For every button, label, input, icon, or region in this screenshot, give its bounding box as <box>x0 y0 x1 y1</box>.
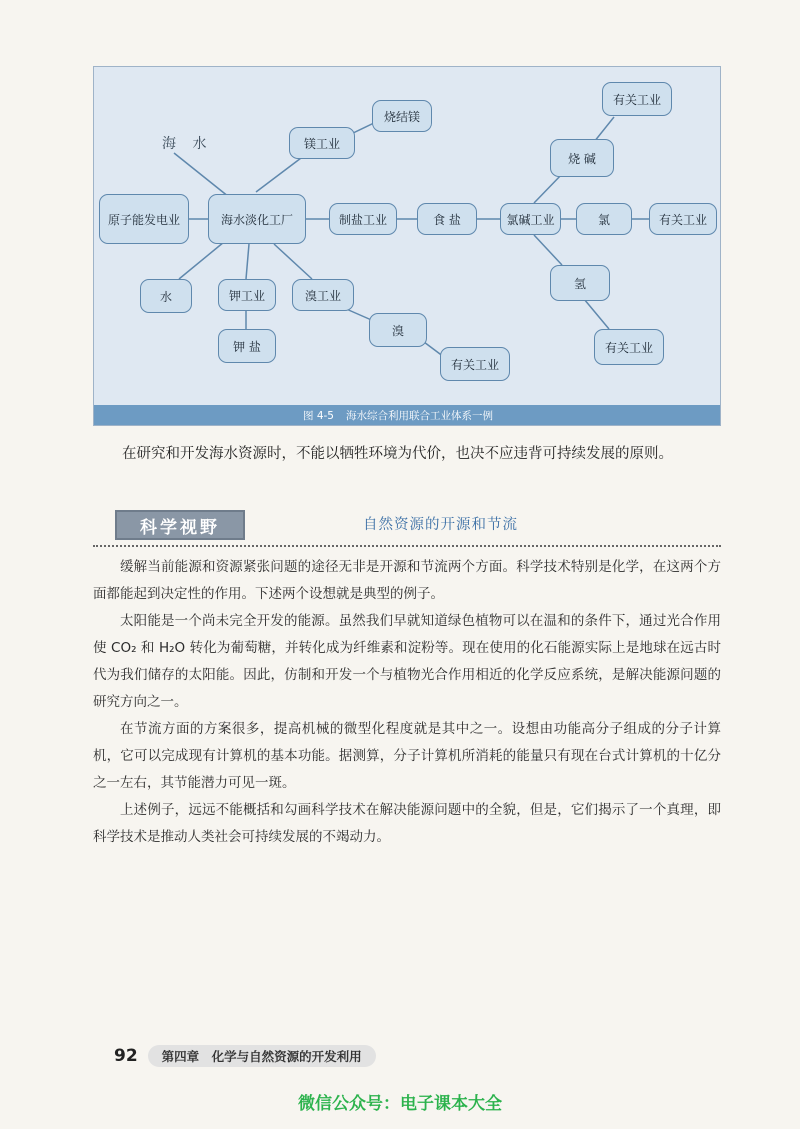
figure-caption-number: 图 4-5 <box>303 409 334 422</box>
science-vision-title: 自然资源的开源和节流 <box>363 517 518 533</box>
node-magnesium-industry: 镁工业 <box>289 127 355 159</box>
figure-caption <box>94 405 720 425</box>
node-hydrogen-related-industry: 有关工业 <box>594 329 664 365</box>
node-caustic-related-industry: 有关工业 <box>602 82 672 116</box>
connector-hydrogen-related <box>584 299 609 329</box>
connector-seawater-plant <box>174 153 229 197</box>
node-nuclear-power: 原子能发电业 <box>99 194 189 244</box>
node-potassium-industry: 钾工业 <box>218 279 276 311</box>
science-paragraph-2: 太阳能是一个尚未完全开发的能源。虽然我们早就知道绿色植物可以在温和的条件下，通过光合作用使 CO₂ 和 H₂O 转化为葡萄糖，并转化成为纤维素和淀粉等。现在使用的化石能源实际上是地球在远古时代为我们储存的太阳能。因此，仿制和开发一个与植物光合作用相近的化学反应系统，是解决能源问题的研究方向之一。 <box>93 613 721 710</box>
page-footer <box>114 1045 376 1067</box>
connector-plant-bromine-industry <box>274 244 312 279</box>
node-bromine: 溴 <box>369 313 427 347</box>
node-salt: 食 盐 <box>417 203 477 235</box>
figure-caption-text: 海水综合利用联合工业体系一例 <box>346 409 493 422</box>
node-chlorine: 氯 <box>576 203 632 235</box>
watermark-text: 微信公众号：电子课本大全 <box>298 1094 502 1114</box>
seawater-label: 海 水 <box>162 136 213 152</box>
page-number: 92 <box>114 1046 138 1066</box>
connector-chloralkali-hydrogen <box>534 235 562 265</box>
node-chloralkali-industry: 氯碱工业 <box>500 203 561 235</box>
figure-seawater-industry-system <box>93 66 721 426</box>
chapter-title: 第四章 化学与自然资源的开发利用 <box>148 1045 376 1067</box>
node-hydrogen: 氢 <box>550 265 610 301</box>
node-fired-magnesium: 烧结镁 <box>372 100 432 132</box>
body-paragraph: 在研究和开发海水资源时，不能以牺牲环境为代价，也决不应违背可持续发展的原则。 <box>122 446 673 462</box>
node-desalination-plant: 海水淡化工厂 <box>208 194 306 244</box>
connector-plant-water <box>179 242 224 279</box>
node-water: 水 <box>140 279 192 313</box>
science-vision-badge: 科学视野 <box>115 510 245 540</box>
dotted-divider <box>93 545 721 547</box>
node-caustic-soda: 烧 碱 <box>550 139 614 177</box>
science-vision-header <box>93 510 721 540</box>
science-paragraph-4: 上述例子，远远不能概括和勾画科学技术在解决能源问题中的全貌，但是，它们揭示了一个真理，即科学技术是推动人类社会可持续发展的不竭动力。 <box>93 802 721 845</box>
node-chlorine-related-industry: 有关工业 <box>649 203 717 235</box>
node-salt-industry: 制盐工业 <box>329 203 397 235</box>
connector-plant-potassium <box>246 244 249 279</box>
science-paragraph-3: 在节流方面的方案很多，提高机械的微型化程度就是其中之一。设想由功能高分子组成的分子计算机，它可以完成现有计算机的基本功能。据测算，分子计算机所消耗的能量只有现在台式计算机的十亿分之一左右，其节能潜力可见一斑。 <box>93 721 721 791</box>
science-paragraph-1: 缓解当前能源和资源紧张问题的途径无非是开源和节流两个方面。科学技术特别是化学，在这两个方面都能起到决定性的作用。下述两个设想就是典型的例子。 <box>93 559 721 602</box>
node-bromine-industry: 溴工业 <box>292 279 354 311</box>
node-potassium-salt: 钾 盐 <box>218 329 276 363</box>
node-bromine-related-industry: 有关工业 <box>440 347 510 381</box>
